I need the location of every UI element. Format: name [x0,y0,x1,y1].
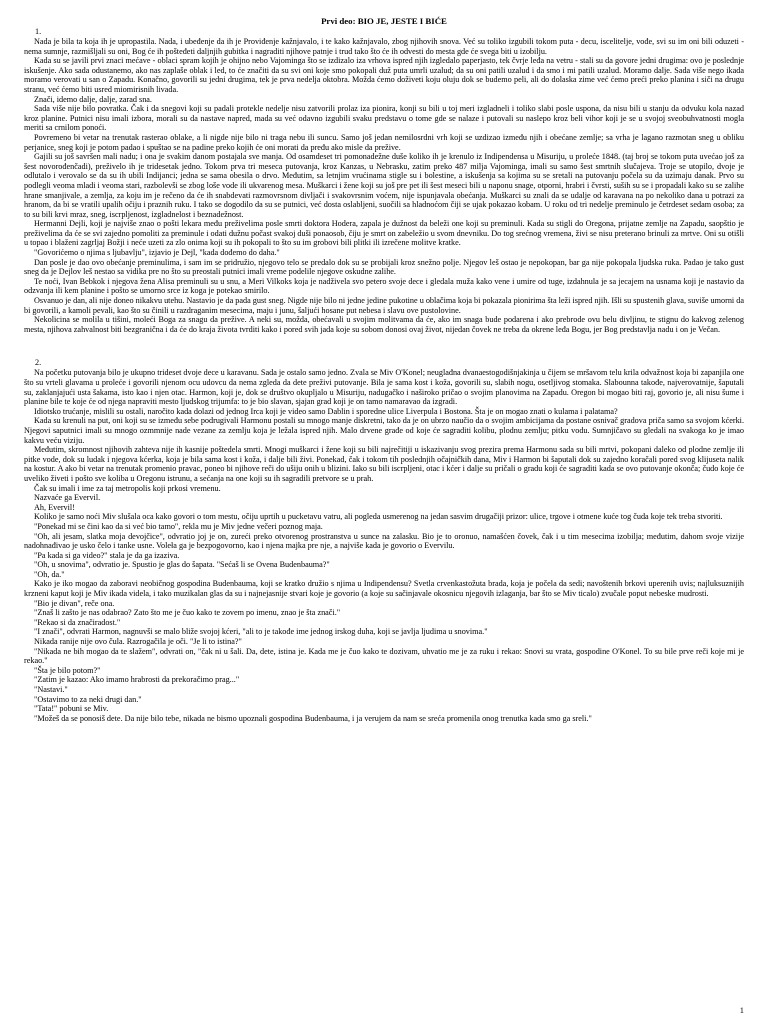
paragraph: Nekolicina se molila u tišini, moleći Boga za snagu da prežive. A neki su, možda, obećavali u svojim molitvama da će, ako im snaga bude podarena i ako prebrode ovu belu divljinu, te stignu do kakvog zelenog mesta, njihova zahvalnost biti bezgranična i da će do kraja života tvrditi kako i pored svih jada koje su sobom donosi ovaj život, nijedan čovek ne treba da okrene leđa Bogu, jer Bog predstavlja nadu i on je Večan. [24,315,744,334]
document-title: Prvi deo: BIO JE, JESTE I BIĆE [321,16,447,26]
paragraph: "Oh, da." [34,569,65,579]
paragraph: "Oh, ali jesam, slatka moja devojčice", odvratio joj je on, zureći preko otvorenog prostranstva u sunce na zalasku. Bio je to oronuo, namašćen čovek, čak i u tim mesecima izobilja; međutim, dahom svoje vizije nadohnađivao je usko čelo i tanke usne. Voleła ga je bezpogovorno, kao i njena majka pre nje, a najviše kada je govorio o Evervilu. [24,531,744,551]
paragraph: Međutim, skromnost njihovih zahteva nije ih kasnije poštedela smrti. Mnogi muškarci i žene koji su bili najrečitiji u iskazivanju svog prezira prema Harmonu sada su bili mrtvi, pokopani daleko od plodne zemlje ili pitke vode, dok su ludak i njegova kćerka, koja je bila sama kost i koža, i dalje bili živi. Ponekad, čak i tokom tih poslednjih očajničkih dana, Miv i Harmon bi šaputali dok su zajedno koračali pored svog klijuseta nalik na kostur. A ako bi vetar na trenutak promenio pravac, poneo bi njihove reči do ušiju onih u blizini. Iako su bili iscrpljeni, otac i kćer i dalje su pričali o gradu koji će sagraditi kada se ovo putovanje okonča; čudo koje će uveliko živeti i pošto sve koliba u Oregonu istrunu, a sećanja na one koji su ih sagradili pretvore se u prah. [24,445,744,483]
paragraph: Nazvaće ga Evervil. [34,493,101,503]
paragraph: Kako je iko mogao da zaboravi neobičnog gospodina Budenbauma, koji se kratko družio s njima u Indipendensu? Svetla crvenkastožuta brada, koja je počela da sedi; navoštenih brkovi uperenih uvis; najluksuznijih krzneni kaput koji je Miv ikada videla, i tako muzikalan glas da su i najnejasnije stvari koje je govorio (a koje su sačinjavale okosnicu njegovih izlaganja, bar što se Miv ticalo) zvučale poput nebeske mudrosti. [24,579,744,599]
paragraph: "I znači", odvrati Harmon, nagnuvši se malo bliže svojoj kćeri, "ali to je takođe ime jednog irskog duha, koji se javlja ljudima u snovima." [34,627,488,637]
paragraph: "Zatim je kazao: Ako imamo hrabrosti da prekoračimo prag..." [34,675,240,685]
paragraph: Na početku putovanja bilo je ukupno trideset dvoje dece u karavanu. Sada je ostalo samo jedno. Zvala se Miv O'Konel; neuglađna dvanaestogodišnjakinja u čijem se mršavom telu krila odvažnost koja bi zapanjila one što su vrteli glavama u proleće i govorili njenom ocu udovcu da nema zgleda da dete preživi putovanje. Bila je sama kost i koža, govorili su, slabih nogu, osetljivog stomaka. Slabounna takođe, najverovatnije, šaputali su, zaklanjajući usta šakama, isto kao i njen otac. Harmon, koji je, dok se društvo okupljalo u Misuriju, nadugačko i naširoko pričao o svojim planovima na Zapadu. Oregon bi mogao biti raj, govorio je, ali nisu šume i planine bile te koje će od njega napraviti mesto ljudskog trijumfa: to je bio slavan, sjajan grad koji je on tamo namaravao da izgradi. [24,368,744,407]
paragraph: Znači, idemo dalje, dalje, zarad sna. [34,94,152,104]
paragraph: Kada su se javili prvi znaci mećave - oblaci spram kojih je ohijno nebo Vajominga što se izdizalo iza vrhova ispred njih izgledalo paperjasto, tek čvrje leđa na vetru - stali su da govore jedni drugima: ovo je poslednje iskušenje. Ako sada odustanemo, ako nas zaplaše oblak i led, to će značiti da su svi oni koje smo pokopali duž puta umrli uzalud; da su oni patili uzalud i da smo i mi patili uzalud. Moramo dalje. Sada više nego ikada moramo verovati u san o Zapadu. Konačno, govorili su jedni drugima, tek je prva nedelja oktobra. Možda ćemo doživeti koju oluju dok se budemo peli, ali do dolaska zime već ćemo preći preko planina i siči na drugu stranu, već ćemo biti usred miomirisnih livada. [24,56,744,94]
page-number: 1 [739,1005,744,1016]
paragraph: "Tata!" pobuni se Miv. [34,704,109,714]
paragraph: Idiotsko trućanje, mislili su ostali, naročito kada dolazi od jednog Irca koji je video samo Dablin i sporedne ulice Liverpula i Bostona. Šta je on mogao znati o kulama i palatama? [34,406,618,416]
paragraph: Sada više nije bilo povratka. Čak i da snegovi koji su padali protekle nedelje nisu zatvorili prolaz iza pionira, konji su bili u toj meri izgladneli i toliko slabi posle uspona, da nisu bili u stanju da odvuku kola nazad kroz planine. Putnici nisu imali izbora, morali su da nastave napred, mada su već odavno izgubili svaku predstavu o tome gde se nalaze i putovali su naslepo kroz beli vihor koji je se u svojoj sveobuhvatnosti mogla meriti sa crnilom ponoći. [24,104,744,133]
chapter-text [24,368,744,723]
paragraph: "Znaš li zašto je nas odabrao? Zato što me je čuo kako te zovem po imenu, znao je šta znači." [34,608,341,618]
document-page [24,16,744,1016]
paragraph: Te noći, Ivan Bebkok i njegova žena Alisa preminuli su u snu, a Meri Vilkoks koja je nadživela svo petero svoje dece i gledala muža kako vene i umire od tuge, izdahnula je sa jecajem na usnama koji je nastavio da odzvanja ili kem planine i pošto se umorno srce iz koga je potekao smirilo. [24,276,744,296]
paragraph: "Pa kada si ga video?" stala je da ga izaziva. [34,550,180,560]
paragraph: Dan posle je dao ovo obećanje preminulima, i sam im se pridružio, njegovo telo se predalo dok su se probijali kroz snežno polje. Njegov leš ostao je nepokopan, bar ga nije pokopala ljudska ruka. Padao je tako gust sneg da je Dejlov leš nestao sa vidika pre no što su preostali putnici imali vreme podelile njegove oskudne zalihe. [24,257,744,277]
chapter-2 [24,358,744,723]
paragraph: "Ponekad mi se čini kao da si već bio tamo", rekla mu je Miv jedne večeri poznog maja. [34,521,323,531]
paragraph: Gajili su još savršen mali nadu; i ona je svakim danom postajala sve manja. Od osamdeset tri pomonadežne duše koliko ih je krenulo iz Indipendensa u Misuriju, u proleće 1848. (taj broj se tokom puta uvećao još za šest novorođenčadi), preživelo ih je tridesetak jedno. Tokom prva tri meseca putovanja, kroz Kanzas, u Nebrasku, zatim preko 487 milja Vajominga, imali su samo šest smrtnih slučajeva. Troje se utopilo, dvoje je odlutalo i verovalo se da su ih ubili Indijanci; jedna se sama obesila o drvo. Međutim, sa letnjim vrućinama stigle su i bolestine, a iskušenja sa kojima su se sretali na putovanju počela su da uzimaju danak. Prvo su podlegli veoma mladi i veoma stari, razbolevši se zbog loše vode ili ukvarenog mesa. Muškarci i žene koji su još pre pet ili šest meseci bili u naponu snage, otporni, hrabri i čvrsti, suših su se i propadali kako su se zalihe hrane smanjivale, a zemlja, za koju im je rečeno da će ih snabdevati razmovrsnom divljači i svakovrsnim voćem, nije ispunjavala obećanja. Muškarci su znali da se udalje od karavana na po nekoliko dana u potrazi za hranom, da bi se vratili upalih očiju i praznih ruku. I tako se dogodilo da su se putnici, već dosta oslabljeni, suočili sa hladnoćom čiji se ujak pokazao kobam. U roku od tri nedelje preminulo je četrdeset sedam osoba; za to su bili krvi mraz, sneg, iscrpljenost, izgladnelost i beznadežnost. [24,152,744,219]
paragraph: "Nastavi." [34,685,68,694]
paragraph: "Možeš da se ponosiš dete. Da nije bilo tebe, nikada ne bismo upoznali gospodina Budenbauma, i ja verujem da nam se sreća promenila onog trenutka kada smo ga sreli." [34,713,592,723]
chapter-number: 2. [35,358,42,368]
paragraph: Čak su imali i ime za taj metropolis koji prkosi vremenu. [34,483,221,493]
chapter-text [24,37,744,334]
paragraph: "Šta je bilo potom?" [34,665,101,675]
paragraph: "Oh, u snovima", odvratio je. Spustio je glas do šapata. "Sećaš li se Ovena Budenbauma?" [34,560,330,570]
paragraph: Hermanni Dejli, koji je najviše znao o pošti lekara među preživelima posle smrti doktora Hodera, zapala je dužnost da beleži one koji su preminuli. Kada su stigli do Oregona, prijatne zemlje na Zapadu, saopštio je preživelima da će se svi zajedno pomoliti za preminule i odati dužnu počast svakoj duši ponaosob, čiju je smrt on zabeležio u svom dnevniku. Do tog srećnog vremena, živi se nisu preterano brinuli za mrtve. Oni su otišli u topao i blaženi zagrljaj Božji i neće uzeti za zlo onima koji su ih pokopali to što su im grobovi bili plitki ili izrečene molitve kratke. [24,219,744,248]
chapter-spacer [24,334,744,358]
paragraph: Ah, Evervil! [34,502,75,512]
paragraph: Kada su krenuli na put, oni koji su se između sebe podrugivali Harmonu postali su mnogo manje diskretni, tako da je on ubrzo naučio da o svojim ambicijama da postane osnivač gradova priča samo sa svojom kćerki. Njegovi saputnici imali su mnogo ozmmnije nade vezane za zemlju koja je ležala ispred njih. Malo drvene građe od koje će sagraditi kolibu, plodnu zemlju; pitku vodu. Sumnjičavo su gledali na svakoga ko je imao kakvu veću viziju. [24,416,744,445]
paragraph: Koliko je samo noći Miv slušala oca kako govori o tom mestu, očiju uprtih u pucketavu vatru, ali pogleda usmerenog na jedan sasvim drugačiji prizor: ulice, trgove i otmene kuće tog čuda koje tek treba stvoriti. [34,512,723,522]
paragraph: "Govorićemo o njima s ljubavlju", izjavio je Dejl, "kada dođemo do daha." [34,248,280,258]
paragraph: "Nikada ne bih mogao da te slažem", odvrati on, "čak ni u šali. Da, dete, istina je. Kada me je čuo kako te dozivam, uhvatio me je za ruku i rekao: Snovi su vrata, gospodine O'Konel. To su bile prve reči koje mi je rekao." [24,646,744,666]
paragraph: Nada je bila ta koja ih je upropastila. Nada, i ubeđenje da ih je Proviđenje kažnjavalo, i te kako kažnjavalo, zbog njihovih snova. Već su toliko izgubili tokom puta - decu, iscelitelje, vođe, svi su im oni bili oduzeti - nema sumnje, razmišljali su oni, Bog će ih pošteđeti daljnjih gubitka i nagraditi njihove patnje i trud tako što će ih odvesti do mesta gde će svega biti u izobilju. [24,37,744,56]
paragraph: Povremeno bi vetar na trenutak rasterao oblake, a li nigde nije bilo ni traga nebu ili suncu. Samo još jedan nemilosrdni vrh koji se uzdizao između njih i obećane zemlje; sa vrha je lagano razmotan sneg u obliku perjanice, sneg koji je potom padao i spuštao se na padine preko kojih će oni morati da pređu ako misle da prežive. [24,132,744,152]
paragraph: "Ostavimo to za neki drugi dan." [34,694,142,704]
chapter-number: 1. [35,27,42,36]
paragraph: "Rekao si da značiradost." [34,617,121,627]
paragraph: Nikada ranije nije ovo čula. Razrogačila je oči. "Je li to istina?" [34,637,242,647]
chapter-1 [24,27,744,334]
paragraph: Osvanuo je dan, ali nije doneo nikakvu utehu. Nastavio je da pada gust sneg. Nigde nije bilo ni jedne jedine pukotine u oblačima koja bi pokazala pionirima šta leži ispred njih. Išli su spustenih glava, suviše umorni da bi govorili, a kamoli pevali, kao što su činili u razdraganim mesecima, maju i junu, šaljući hosane put nebesa i slavu ove pustolovine. [24,296,744,315]
paragraph: "Bio je divan", reče ona. [34,598,115,608]
